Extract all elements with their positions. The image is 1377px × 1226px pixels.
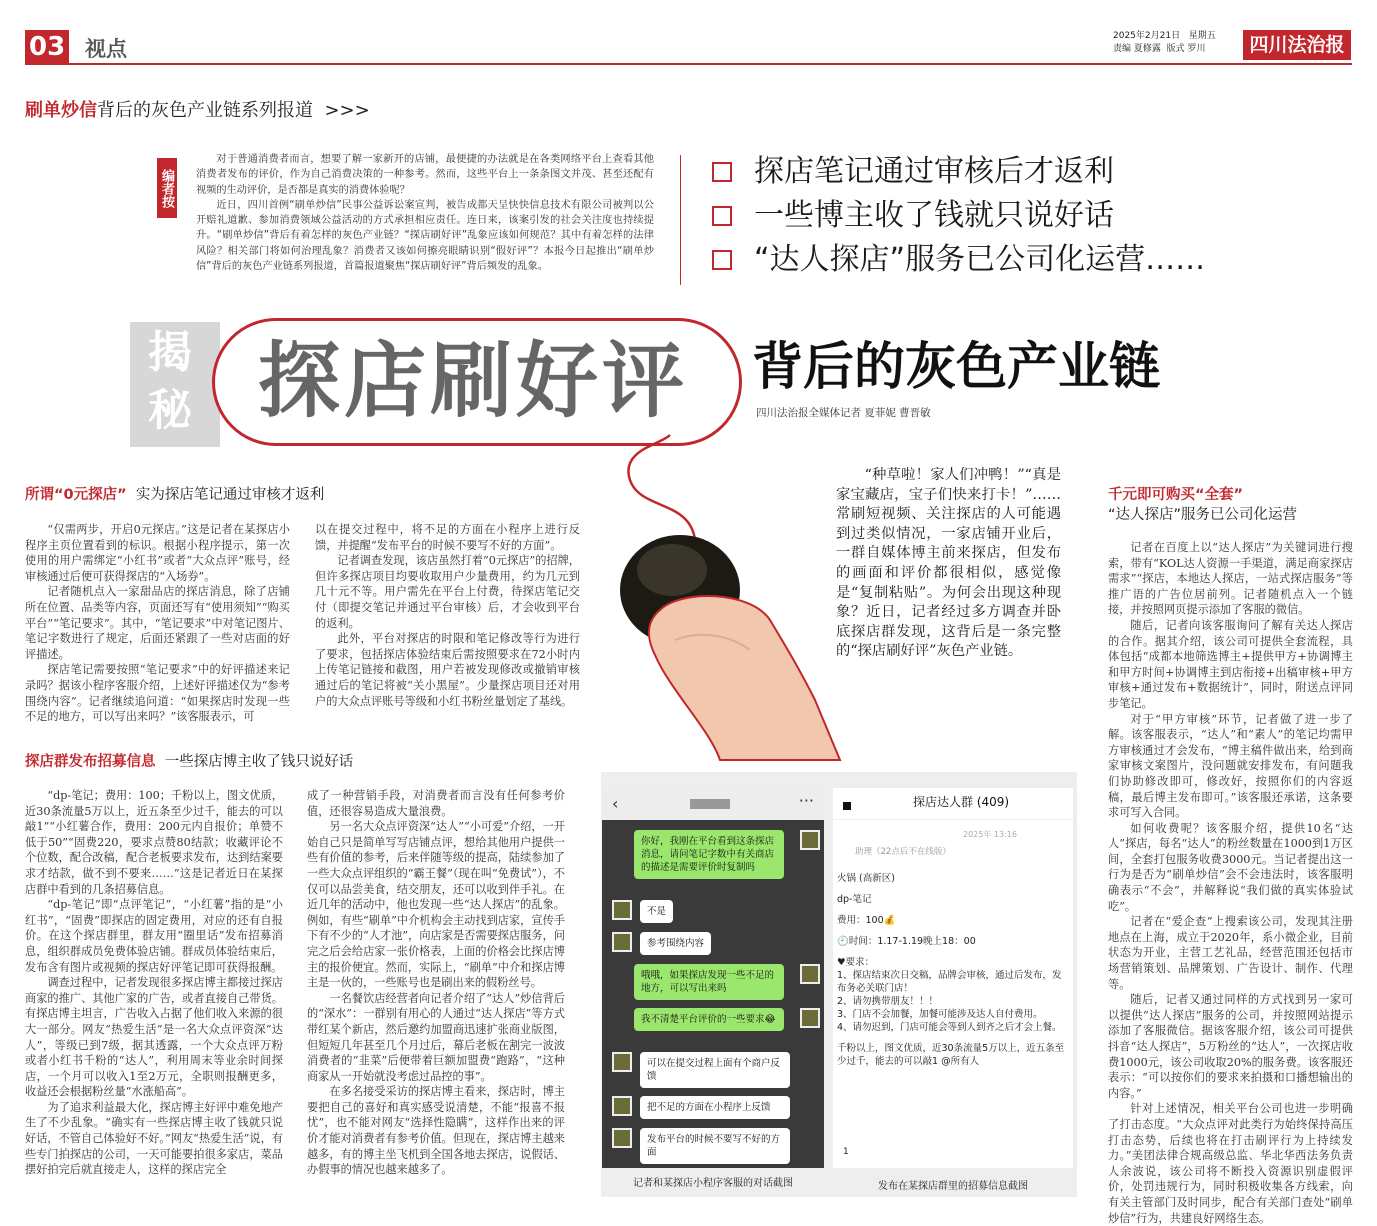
hand-icon (649, 596, 840, 760)
section1-col2 (315, 522, 580, 727)
divider-vertical (680, 155, 681, 285)
headline-tail: 背后的灰色产业链 (752, 338, 1161, 397)
section2-paragraph: 调查过程中，记者发现很多探店博主都接过探店商家的推广、其他广家的广告，或者直接自己带货。有探店博主坦言，广告收入占据了他们收入来源的很大一部分。网友“热爱生活”是一名大众点评资深“达人”，等级已到7级，据其透露，一个大众点评万粉或者小红书千粉的“达人”，利用周末等业余时间探店，一个月可以收入1至2万元，全职则报酬更多，收益还会根据粉丝量“水涨船高”。 (25, 976, 283, 1099)
avatar (612, 1128, 632, 1148)
section3-paragraph: 记者在“爱企查”上搜索该公司，发现其注册地点在上海，成立于2020年，系小微企业，目前状态为开业，主营工艺礼品，经营范围还包括市场营销策划、品牌策划、广告设计、制作、代理等。 (1108, 915, 1353, 991)
chat2-timestamp: 2025年 13:16 (963, 830, 1017, 839)
lead-paragraph: “种草啦！家人们冲鸭！”“真是家宝藏店，宝子们快来打卡！”……常刷短视频、关注探店的人可能遇到过类似情况，一家店铺开业后，一群自媒体博主前来探店，但发布的画面和评价都很相似，感觉像是“复制粘贴”。为何会出现这种现象？近日，记者经过多方调查并卧底探店群发现，这背后是一条完整的“探店刷好评”灰色产业链。 (836, 467, 1061, 660)
recruit-line: 1、探店结束次日交稿，品牌会审核，通过后发布，发布务必关联门店！ (837, 970, 1062, 994)
avatar (800, 964, 820, 984)
section1-col1 (25, 522, 290, 727)
issue-date: 2025年2月21日 (1113, 31, 1181, 41)
section1-paragraph: 此外，平台对探店的时限和笔记修改等行为进行了要求，包括探店体验结束后需按照要求在72小时内上传笔记链接和截图，用户若被发现修改或撤销审核通过后的笔记将被“关小黑屋”。少量探店项目还对用户的大众点评账号等级和小红书粉丝量划定了基线。 (315, 632, 580, 708)
section2-paragraph: “dp-笔记；费用：100；千粉以上，图文优质，近30条流量5万以上，近五条至少过千，能去的可以敲1”“小红薯合作，费用：200元内自报价；单赞不低于50”“固费220，要求点赞80结款；收藏评论不个位数，配合改稿，配合老板要求发布，达到结案要求才结款，做不到不要来……”这是记者近日在某探店群中看到的几条招募信息。 (25, 789, 283, 896)
section2-col1 (25, 788, 283, 1198)
page-header (25, 28, 1352, 68)
editor-credit: 责编 夏修露 (1113, 44, 1161, 54)
blurred-contact-name (690, 799, 730, 809)
section3-paragraph: 随后，记者又通过同样的方式找到另一家可以提供“达人探店”服务的公司，并按照网站提示添加了客服微信。据该客服介绍，该公司可提供抖音“达人探店”，5万粉丝的“达人”，一次探店收费1000元，该公司收取20%的服务费。该客服还表示：“可以按你们的要求来拍摄和口播想输出的内容。” (1108, 993, 1353, 1100)
section3-title (1108, 485, 1353, 525)
avatar (800, 830, 820, 850)
checklist-item: 探店笔记通过审核后才返利 (712, 150, 1352, 194)
recruit-line: 🕘时间：1.17-1.19晚上18：00 (837, 936, 976, 947)
section2-title-red: 探店群发布招募信息 (25, 754, 156, 770)
section3-paragraph: 对于“甲方审核”环节，记者做了进一步了解。该客服表示，“达人”和“素人”的笔记均需甲方审核通过才会发布，“博主稿件做出来，给到商家审核文案图片，没问题就安排发布，有问题我们协助修改即可，修改好，按照你们的内容返稿，最后博主发布即可。”该客服还承诺，这条要求可写入合同。 (1108, 712, 1353, 820)
recruit-line: 千粉以上，图文优质，近30条流量5万以上，近五条至少过千，能去的可以敲1 @所有人 (837, 1043, 1065, 1067)
recruit-line: ♥要求： (837, 957, 875, 968)
chat1-screen (602, 788, 824, 1168)
checkbox-icon (712, 206, 732, 226)
checklist (712, 150, 1352, 282)
chat1-topbar (602, 788, 824, 820)
chat-message-left: 不是 (640, 900, 673, 923)
editor-note-p1: 对于普通消费者而言，想要了解一家新开的店铺，最便捷的办法就是在各类网络平台上查看其他消费者发布的评价，作为自己消费决策的一种参考。然而，这些平台上一条条图文并茂、甚至还配有视频的生动评价，是否都是真实的消费体验呢？ (196, 154, 654, 196)
editor-note-p2: 近日，四川首例“刷单炒信”民事公益诉讼案宣判，被告成都天呈快快信息技术有限公司被判以公开赔礼道歉、参加消费领域公益活动的方式承担相应责任。连日来，该案引发的社会关注度也持续提升。“刷单炒信”背后有着怎样的灰色产业链？“探店刷好评”乱象应该如何规范？其中有着怎样的法律风险？相关部门将如何治理乱象？消费者又该如何擦亮眼睛识别“假好评”？本报今日起推出“刷单炒信”背后的灰色产业链系列报道，首篇报道聚焦“探店刷好评”背后频发的乱象。 (196, 199, 654, 273)
checkbox-icon (712, 250, 732, 270)
chat-message-right: 哦哦，如果探店发现一些不足的地方，可以写出来吗 (634, 964, 784, 1000)
section2-paragraph: 另一名大众点评资深“达人”“小可爱”介绍，一开始自己只是简单写写店铺点评，想给其他用户提供一些有价值的参考，后来伴随等级的提高，陆续参加了一些大众点评组织的“霸王餐”（现在叫“免费试”），不仅可以品尝美食，结交朋友，还可以收到伴手礼。在近几年的活动中，他也发现一些“达人探店”的乱象。例如，有些“刷单”中介机构会主动找到店家，宣传手下有不少的“人才池”，向店家是否需要探店服务，问完之后会给店家一张价格表，上面的价格会比探店博主的报价便宜。然而，实际上，“刷单”中介和探店博主是一伙的，一些账号也是刷出来的假粉丝号。 (307, 820, 565, 990)
section1-paragraph: 记者随机点入一家甜品店的探店消息，除了店铺所在位置、品类等内容，页面还写有“使用须知”“购买平台”“笔记要求”。其中，“笔记要求”中对笔记图片、笔记字数进行了规定，后面还紧跟了一些对店面的好评描述。 (25, 585, 290, 661)
section1-paragraph: “仅需两步，开启0元探店。”这是记者在某探店小程序主页位置看到的标识。根据小程序提示，第一次使用的用户需绑定“小红书”或者“大众点评”账号，经审核通过后便可获得探店的“入场券”。 (25, 523, 290, 583)
section3-col (1108, 540, 1353, 1225)
headline-reveal: 揭秘 (148, 327, 192, 436)
chat-message-left: 发布平台的时候不要写不好的方面 (640, 1128, 790, 1164)
chat-message-left: 参考围绕内容 (640, 932, 711, 955)
avatar (612, 1096, 632, 1116)
chat2-topbar (833, 788, 1073, 820)
series-arrows: >>> (324, 100, 370, 121)
section3-paragraph: 如何收费呢？该客服介绍，提供10名“达人”探店，每名“达人”的粉丝数量在1000到1万区间，全套打包服务收费3000元。当记者提出这一行为是否为“刷单炒信”会不会违法时，该客服明确表示“不会”，并解释说“我们做的真实体验试吃”。 (1108, 821, 1353, 913)
avatar (612, 932, 632, 952)
chat2-screen (833, 788, 1073, 1168)
section1-paragraph: 记者调查发现，该店虽然打着“0元探店”的招牌，但许多探店项目均要收取用户少量费用，约为几元到几十元不等。用户需先在平台上付费，待探店笔记交付（即提交笔记并通过平台审核）后，才会收到平台的返利。 (315, 554, 580, 630)
assistant-name: 助理（22点后不在线版） (855, 847, 951, 857)
section2-col2 (307, 788, 565, 1198)
section3-title-rest: “达人探店”服务已公司化运营 (1108, 507, 1298, 523)
more-icon[interactable]: ··· (798, 791, 814, 810)
section1-title-rest: 实为探店笔记通过审核才返利 (135, 487, 325, 503)
editor-note-label: 编者按 (157, 158, 177, 218)
page-number: 03 (25, 30, 69, 64)
chat-message-right: 你好，我刚在平台看到这条探店消息，请问笔记字数中有关商店的描述是需要评价时复制吗 (634, 830, 784, 879)
headline-main: 探店刷好评 (258, 334, 689, 429)
recruit-line: 2、请勿携带朋友！！！ (837, 996, 939, 1007)
chat-message-left: 可以在提交过程上面有个商户反馈 (640, 1052, 790, 1088)
section2-paragraph: “dp-笔记”即“点评笔记”，“小红薯”指的是“小红书”，“固费”即探店的固定费用，对应的还有自报价。在这个探店群里，群友用“圈里话”发布招募消息，组织群成员免费体验店铺。群成员体验结束后，发布含有图片或视频的探店好评笔记即可获得报酬。 (25, 898, 283, 974)
mouse-highlight (637, 544, 707, 596)
section2-paragraph: 成了一种营销手段，对消费者而言没有任何参考价值，还很容易造成大量浪费。 (307, 789, 565, 818)
recruit-line: 费用：100💰 (837, 915, 896, 926)
section1-paragraph: 以在提交过程中，将不足的方面在小程序上进行反馈，并提醒“发布平台的时候不要写不好的方面”。 (315, 523, 580, 552)
paper-logo: 四川法治报 (1243, 30, 1351, 60)
section3-title-red: 千元即可购买“全套” (1108, 487, 1244, 503)
series-title (25, 96, 370, 122)
back-icon[interactable]: ‹ (612, 794, 619, 813)
section2-paragraph: 为了追求利益最大化，探店博主好评中难免地产生了不少乱象。“确实有一些探店博主收了钱就只说好话，不管自己体验好不好。”网友“热爱生活”说，有些专门拍探店的公司，一天可能要拍很多家店，菜品摆好拍完后就直接走人，这样的探店完全 (25, 1100, 283, 1177)
header-rule (25, 63, 1352, 65)
mouse-cable (628, 435, 695, 540)
checkbox-icon (712, 162, 732, 182)
chat1-caption: 记者和某探店小程序客服的对话截图 (633, 1178, 793, 1189)
avatar (612, 900, 632, 920)
group-name: 探店达人群 (409) (913, 795, 1010, 809)
mouse-hand-illustration (600, 440, 850, 760)
section1-title-red: 所谓“0元探店” (25, 487, 127, 503)
chat-message-right: 我不清楚平台评价的一些要求😂 (634, 1008, 784, 1031)
checklist-item: 一些博主收了钱就只说好话 (712, 194, 1352, 238)
back-icon[interactable] (843, 802, 851, 810)
issue-weekday: 星期五 (1188, 31, 1216, 41)
section2-title (25, 750, 353, 771)
avatar (612, 1052, 632, 1072)
section2-title-rest: 一些探店博主收了钱只说好话 (164, 754, 354, 770)
chat2-caption: 发布在某探店群里的招募信息截图 (878, 1181, 1028, 1192)
series-highlight: 刷单炒信 (25, 100, 97, 121)
recruit-line: 4、请勿迟到，门店可能会等到人到齐之后才会上餐。 (837, 1022, 1062, 1033)
section3-paragraph: 随后，记者向该客服询问了解有关达人探店的合作。据其介绍，该公司可提供全套流程，具体包括“成都本地筛选博主+提供甲方+协调博主和甲方时间+协调博主到店衔接+出稿审核+甲方审核+通过发布+数据统计”，同时，附送点评同步笔记。 (1108, 618, 1353, 710)
checklist-item: “达人探店”服务已公司化运营…… (712, 238, 1352, 282)
editor-note (196, 152, 654, 274)
chat-message-left: 把不足的方面在小程序上反馈 (640, 1096, 790, 1119)
recruit-line: dp-笔记 (837, 894, 872, 905)
recruit-message (837, 872, 1069, 1068)
recruit-line: 3、门店不会加餐，加餐可能涉及达人自付费用。 (837, 1009, 1043, 1020)
reply-count: 1 (843, 1147, 849, 1157)
section3-paragraph: 记者在百度上以“达人探店”为关键词进行搜索，带有“KOL达人资源一手渠道，满足商家探店需求”“探店，本地达人探店，一站式探店服务”等推广语的广告位居前列。记者随机点入一个链接，并按照网页提示添加了客服的微信。 (1108, 541, 1353, 617)
section-name: 视点 (85, 37, 127, 61)
section1-paragraph: 探店笔记需要按照“笔记要求”中的好评描述来记录吗？据该小程序客服介绍，上述好评描述仅为“参考围绕内容”。记者继续追问道：“如果探店时发现一些不足的地方，可以写出来吗？”该客服表示，可 (25, 663, 290, 724)
section1-title (25, 483, 324, 504)
section3-paragraph: 针对上述情况，相关平台公司也进一步明确了打击态度。“大众点评对此类行为始终保持高压打击态势，后续也将在打击刷评行为上持续发力。”美团法律合规高级总监、华北华西法务负责人余波说，该公司将不断投入资源识别虚假评价，处罚违规行为，同时积极收集各方线索，向有关主管部门及时同步，配合有关部门查处“刷单炒信”行为，共建良好网络生态。 (1108, 1102, 1353, 1225)
byline: 四川法治报全媒体记者 夏菲妮 曹晋敏 (756, 407, 931, 419)
recruit-line: 火锅 (高新区) (837, 873, 895, 884)
avatar (800, 1008, 820, 1028)
section2-paragraph: 在多名接受采访的探店博主看来，探店时，博主要把自己的喜好和真实感受说清楚，不能“报喜不报忧”，也不能对网友“选择性隐瞒”，这样作出来的评价才能对消费者有参考价值。但现在，探店博主越来越多，有的博主坐飞机到全国各地去探店，说假话、办假事的情况也越来越多了。 (307, 1085, 565, 1177)
series-rest: 背后的灰色产业链系列报道 (97, 100, 313, 121)
section2-paragraph: 一名餐饮店经营者向记者介绍了“达人”炒信背后的“深水”：一群别有用心的人通过“达人探店”等方式带红某个新店，然后邀约加盟商迅速扩张商业版图，但短短几年甚至几个月过后，幕后老板在割完一波波消费者的“韭菜”后便带着巨额加盟费“跑路”，“这种商家从一开始就没考虑过品控的事”。 (307, 991, 565, 1083)
designer-credit: 版式 罗川 (1166, 44, 1206, 54)
